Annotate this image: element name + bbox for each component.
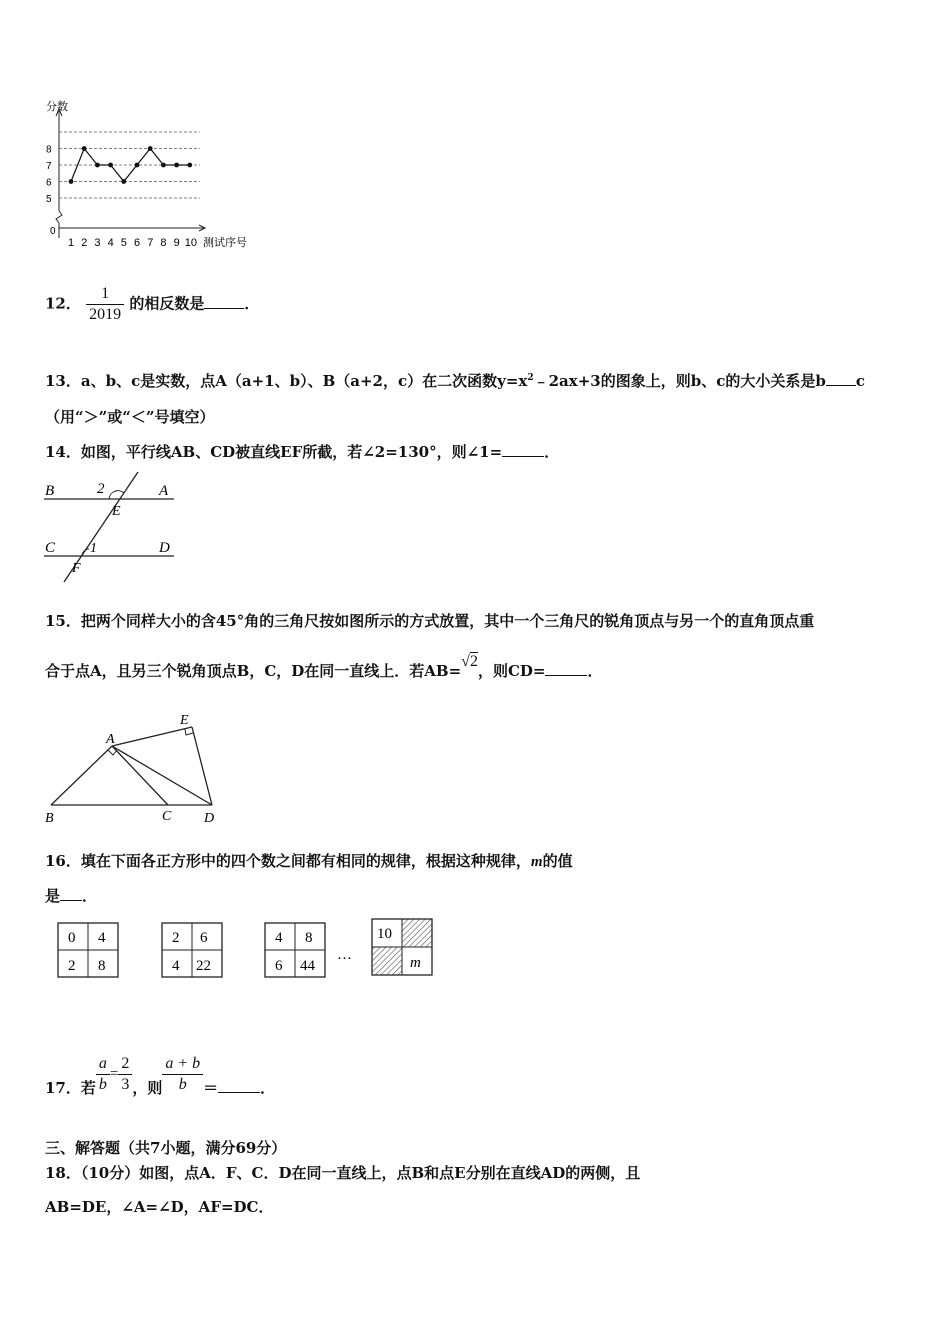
q15-answer-blank bbox=[545, 675, 587, 676]
question-14 bbox=[45, 441, 559, 462]
parallel-lines-figure bbox=[42, 470, 177, 585]
hatched-cell bbox=[373, 948, 402, 975]
square-1-bottom-right: 8 bbox=[98, 958, 106, 974]
q17-f1-numerator: a bbox=[96, 1054, 110, 1075]
label-c: C bbox=[162, 809, 172, 824]
q16-text-c: 是 bbox=[45, 887, 61, 905]
q14-end: ． bbox=[544, 443, 560, 461]
angle-2-arc bbox=[109, 491, 124, 499]
question-17 bbox=[45, 1054, 275, 1095]
data-point bbox=[108, 163, 113, 168]
q17-fraction-sum bbox=[162, 1054, 203, 1095]
data-point bbox=[135, 163, 140, 168]
question-13-line2: （用“＞”或“＜”号填空） bbox=[45, 408, 215, 426]
question-16-line2 bbox=[45, 885, 97, 906]
q16-text-a: 16．填在下面各正方形中的四个数之间都有相同的规律，根据这种规律， bbox=[45, 852, 531, 870]
y-tick-label: 5 bbox=[46, 194, 52, 205]
chart-x-axis-label: 测试序号 bbox=[203, 237, 247, 249]
label-f: F bbox=[72, 561, 81, 576]
square-3-bottom-right: 44 bbox=[300, 958, 315, 974]
q14-answer-blank bbox=[502, 456, 544, 457]
label-b: B bbox=[45, 483, 55, 499]
segment-ab bbox=[51, 746, 112, 805]
q12-text: 的相反数是 bbox=[129, 294, 205, 313]
right-angle-e bbox=[185, 729, 193, 735]
question-18-line1: 18．（10分）如图，点A．F、C．D在同一直线上，点B和点E分别在直线AD的两侧，且 bbox=[45, 1164, 641, 1182]
chart-y-axis-label: 分数 bbox=[46, 101, 68, 113]
q15-text-a: 合于点A，且另三个锐角顶点B，C，D在同一直线上．若AB= bbox=[45, 662, 462, 680]
square-4-bottom-right: m bbox=[410, 955, 421, 971]
x-tick-label: 1 bbox=[68, 237, 75, 249]
q17-f2-numerator: 2 bbox=[118, 1054, 132, 1075]
y-tick-label: 6 bbox=[46, 177, 52, 189]
q13-answer-blank bbox=[826, 385, 856, 386]
square-1-top-left: 0 bbox=[68, 930, 76, 946]
x-tick-label: 7 bbox=[147, 237, 154, 249]
question-12 bbox=[45, 284, 259, 325]
q17-end: ． bbox=[260, 1078, 276, 1097]
number-square-3 bbox=[265, 923, 325, 977]
data-point bbox=[148, 146, 153, 151]
origin-label: 0 bbox=[50, 226, 56, 237]
angle-1-arc bbox=[82, 549, 89, 556]
hatched-cell bbox=[403, 920, 432, 947]
q12-end: ． bbox=[244, 294, 260, 313]
q17-f1-denominator: b bbox=[98, 1076, 107, 1093]
segment-ed bbox=[192, 727, 212, 805]
q17-f3-denominator: b bbox=[178, 1076, 187, 1093]
q13-text-b: ﹣2ax+3的图象上，则b、c的大小关系是b bbox=[533, 372, 826, 390]
label-angle-2: 2 bbox=[97, 481, 105, 497]
x-tick-label: 5 bbox=[120, 237, 127, 249]
sqrt-radicand: 2 bbox=[469, 653, 478, 670]
q15-text-b: ，则CD= bbox=[477, 662, 546, 680]
label-c: C bbox=[45, 540, 56, 556]
segment-ae bbox=[112, 727, 192, 746]
x-tick-label: 9 bbox=[173, 237, 180, 249]
label-a: A bbox=[159, 483, 169, 499]
q16-m: m bbox=[530, 854, 543, 870]
x-tick-label: 6 bbox=[134, 237, 141, 249]
square-3-bottom-left: 6 bbox=[275, 958, 283, 974]
q17-answer-blank bbox=[218, 1092, 260, 1093]
x-tick-label: 10 bbox=[184, 237, 198, 249]
q14-text: 14．如图，平行线AB、CD被直线EF所截，若∠2=130°，则∠1= bbox=[45, 443, 503, 461]
data-point bbox=[69, 179, 74, 184]
number-squares-figure bbox=[50, 915, 450, 985]
data-point bbox=[187, 163, 192, 168]
label-angle-1: 1 bbox=[90, 541, 97, 556]
data-point bbox=[95, 163, 100, 168]
sqrt-2: √2 bbox=[461, 653, 478, 670]
label-e: E bbox=[112, 504, 121, 519]
question-15-line2 bbox=[45, 653, 603, 681]
score-line-chart bbox=[38, 95, 268, 255]
number-square-2 bbox=[162, 923, 222, 977]
label-e: E bbox=[180, 713, 189, 728]
label-d: D bbox=[159, 540, 170, 556]
label-b: B bbox=[45, 811, 54, 826]
q16-text-b: 的值 bbox=[542, 852, 573, 870]
y-tick-label: 7 bbox=[46, 161, 52, 172]
data-point bbox=[82, 146, 87, 151]
q16-end: ． bbox=[82, 887, 98, 905]
q17-equals: = bbox=[109, 1066, 119, 1082]
number-square-1 bbox=[58, 923, 118, 977]
y-tick-label: 8 bbox=[46, 144, 52, 156]
square-3-top-right: 8 bbox=[305, 930, 313, 946]
square-3-top-left: 4 bbox=[275, 930, 283, 946]
q12-denominator: 2019 bbox=[89, 306, 122, 323]
q17-number: 17．若 bbox=[45, 1078, 96, 1097]
square-2-top-left: 2 bbox=[172, 930, 180, 946]
q17-equals-2: ＝ bbox=[203, 1078, 219, 1097]
squares-ellipsis: … bbox=[337, 947, 352, 963]
q12-number: 12． bbox=[45, 294, 81, 313]
q17-text: ，则 bbox=[132, 1078, 163, 1097]
data-point bbox=[174, 163, 179, 168]
square-1-bottom-left: 2 bbox=[68, 958, 76, 974]
q12-fraction bbox=[86, 284, 124, 325]
q17-f2-denominator: 3 bbox=[121, 1076, 130, 1093]
x-tick-label: 2 bbox=[81, 237, 88, 249]
data-point bbox=[121, 179, 126, 184]
q13-text-c: c bbox=[855, 372, 865, 390]
section-heading: 三、解答题（共7小题，满分69分） bbox=[45, 1139, 287, 1157]
q12-answer-blank bbox=[204, 308, 244, 309]
label-a: A bbox=[106, 732, 115, 747]
q17-fraction-ab bbox=[96, 1054, 110, 1095]
segment-ad bbox=[112, 746, 212, 805]
q15-end: ． bbox=[587, 662, 603, 680]
q12-numerator: 1 bbox=[86, 284, 124, 305]
segment-ac bbox=[112, 746, 168, 805]
axis-break bbox=[56, 211, 62, 223]
triangles-figure bbox=[40, 710, 230, 830]
label-d: D bbox=[204, 811, 215, 826]
square-2-bottom-left: 4 bbox=[172, 958, 180, 974]
question-13-line1 bbox=[45, 370, 865, 391]
square-4-top-left: 10 bbox=[377, 926, 392, 942]
data-point bbox=[161, 163, 166, 168]
square-1-top-right: 4 bbox=[98, 930, 106, 946]
square-2-top-right: 6 bbox=[200, 930, 208, 946]
q13-superscript: 2 bbox=[527, 373, 534, 383]
question-18-line2: AB=DE，∠A=∠D，AF=DC． bbox=[45, 1198, 274, 1216]
x-tick-label: 4 bbox=[107, 237, 114, 249]
q17-f3-numerator: a + b bbox=[162, 1054, 203, 1075]
x-tick-label: 8 bbox=[160, 237, 167, 249]
question-16-line1 bbox=[45, 850, 573, 871]
number-square-4 bbox=[372, 919, 432, 975]
question-15-line1: 15．把两个同样大小的含45°角的三角尺按如图所示的方式放置，其中一个三角尺的锐角顶点与另一个的直角顶点重 bbox=[45, 612, 815, 630]
q13-text-a: 13．a、b、c是实数，点A（a+1、b）、B（a+2，c）在二次函数y=x bbox=[45, 372, 528, 390]
q17-fraction-23 bbox=[118, 1054, 132, 1095]
square-2-bottom-right: 22 bbox=[196, 958, 211, 974]
q16-answer-blank bbox=[60, 900, 82, 901]
x-tick-label: 3 bbox=[94, 237, 101, 249]
